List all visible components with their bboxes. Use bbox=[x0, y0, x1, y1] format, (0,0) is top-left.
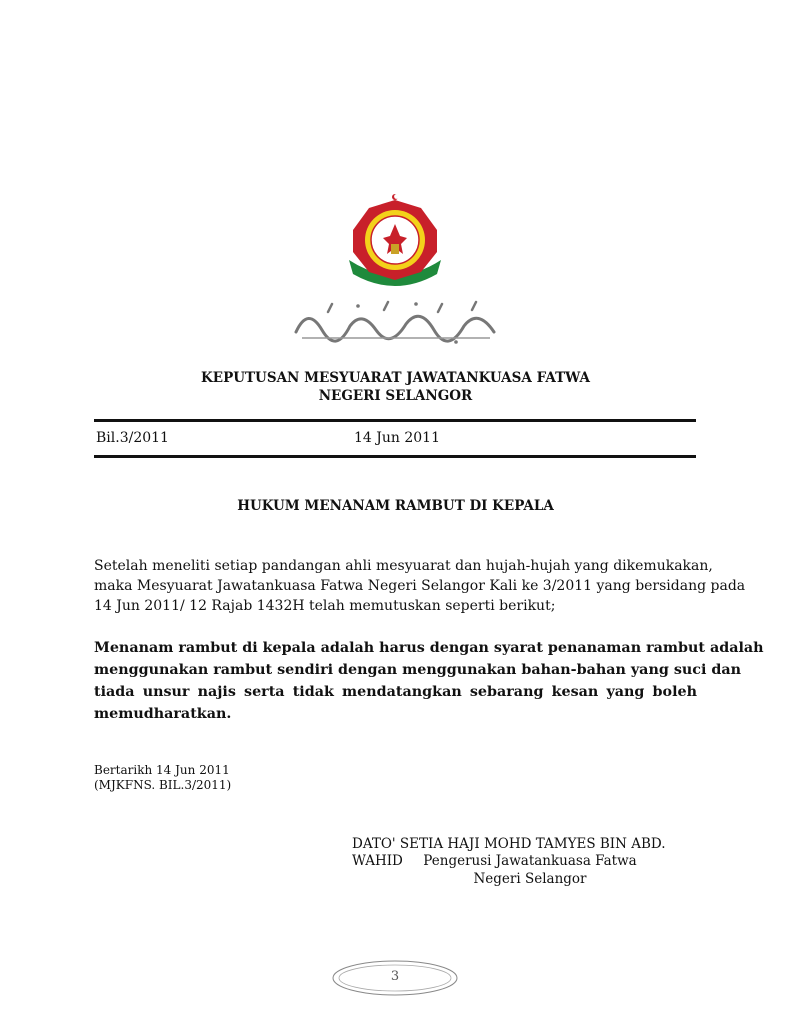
paragraph-line: Menanam rambut di kepala adalah harus dengan syarat penanaman rambut adalah bbox=[94, 640, 764, 656]
paragraph-line: menggunakan rambut sendiri dengan menggunakan bahan-bahan yang suci dan bbox=[94, 662, 742, 678]
paragraph-line: tiada unsur najis serta tidak mendatangkan sebarang kesan yang boleh bbox=[94, 684, 697, 700]
paragraph-intro bbox=[94, 556, 746, 616]
reference-number: Bil.3/2011 bbox=[96, 430, 169, 446]
reference-date: 14 Jun 2011 bbox=[354, 430, 440, 446]
signatory-name: DATO' SETIA HAJI MOHD TAMYES BIN ABD. WAHID bbox=[352, 836, 666, 869]
dated-text: Bertarikh 14 Jun 2011 bbox=[94, 763, 230, 777]
signatory-state: Negeri Selangor bbox=[473, 871, 587, 887]
arabic-calligraphy-icon bbox=[288, 296, 504, 346]
paragraph-line: maka Mesyuarat Jawatankuasa Fatwa Negeri Selangor Kali ke 3/2011 yang bersidang pada bbox=[94, 578, 746, 594]
jabatan-mufti-crest-icon bbox=[345, 194, 445, 286]
header-line-1: KEPUTUSAN MESYUARAT JAWATANKUASA FATWA bbox=[201, 370, 590, 386]
header-line-2: NEGERI SELANGOR bbox=[318, 388, 473, 404]
reference-code: (MJKFNS. BIL.3/2011) bbox=[94, 778, 232, 792]
paragraph-decision bbox=[94, 637, 764, 725]
paragraph-line: Setelah meneliti setiap pandangan ahli mesyuarat dan hujah-hujah yang dikemukakan, bbox=[94, 558, 713, 574]
signatory-position: Pengerusi Jawatankuasa Fatwa bbox=[423, 853, 637, 869]
paragraph-line: memudharatkan. bbox=[94, 706, 232, 722]
divider-bottom bbox=[94, 455, 696, 458]
paragraph-line: 14 Jun 2011/ 12 Rajab 1432H telah memutuskan seperti berikut; bbox=[94, 598, 556, 614]
page-number: 3 bbox=[390, 969, 400, 984]
divider-top bbox=[94, 419, 696, 422]
document-title: HUKUM MENANAM RAMBUT DI KEPALA bbox=[237, 498, 554, 514]
